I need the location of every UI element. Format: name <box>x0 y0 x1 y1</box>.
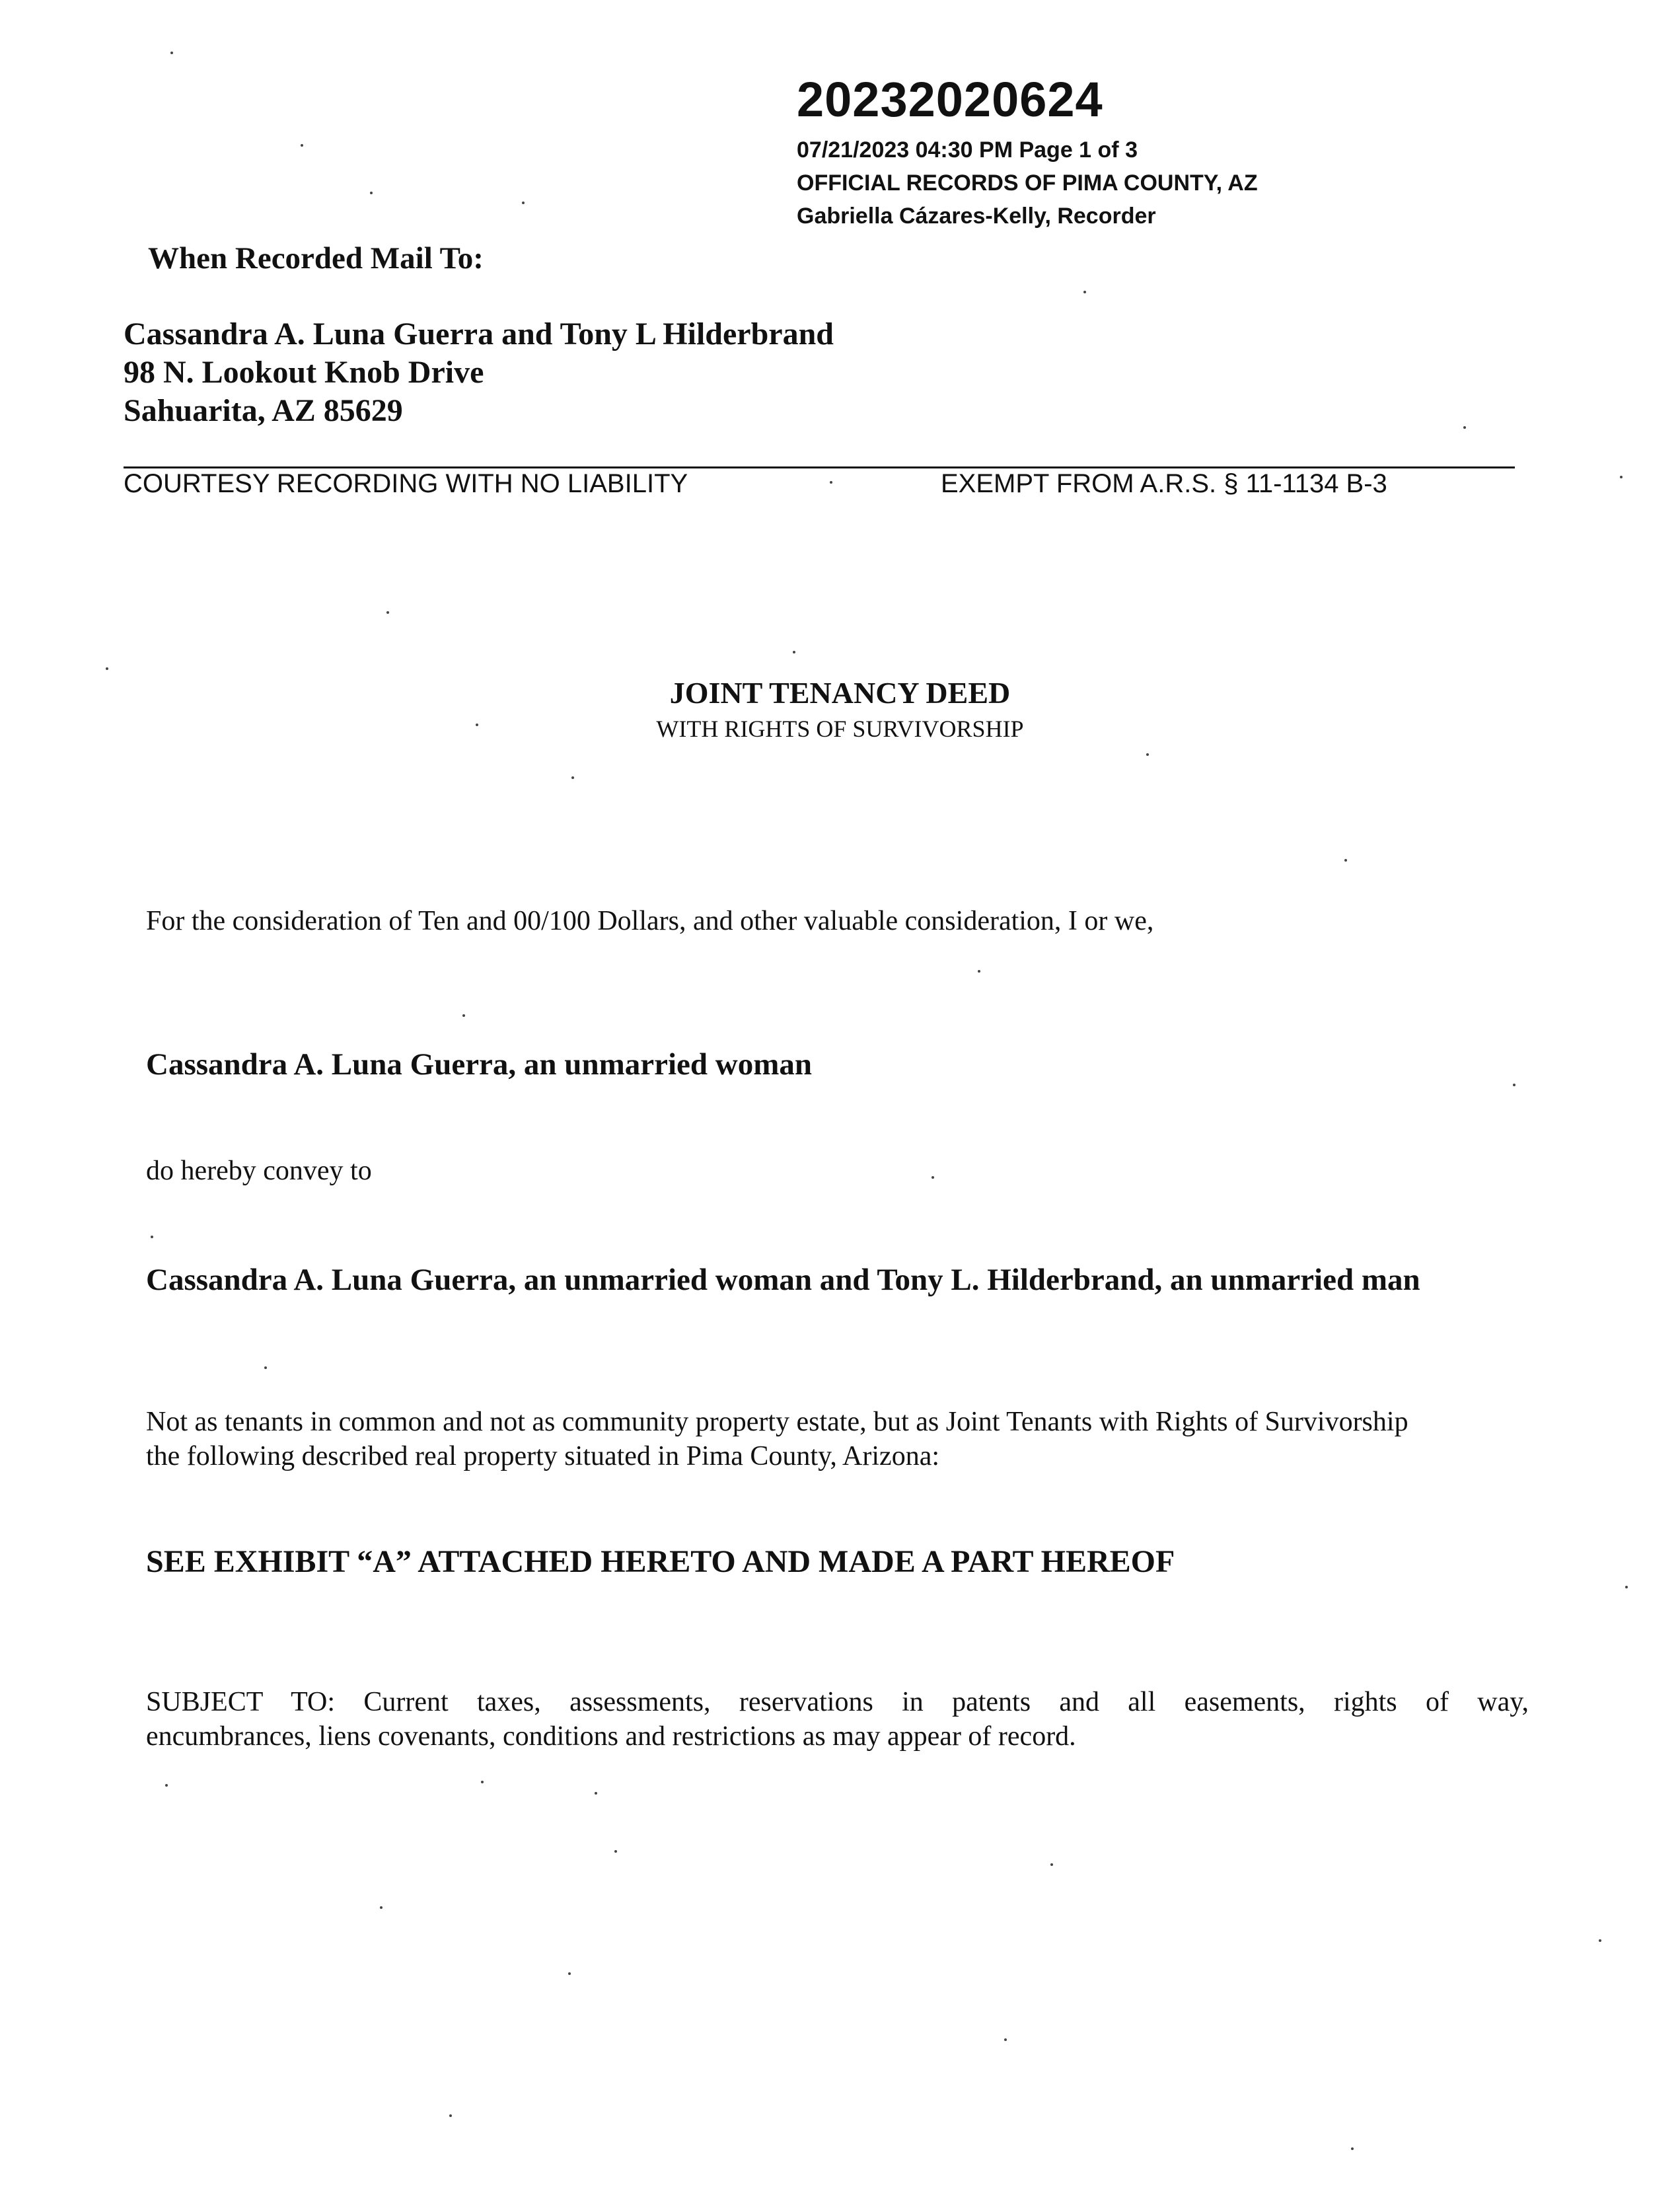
scan-speck <box>1625 1586 1628 1588</box>
tenancy-clause-line1: Not as tenants in common and not as community property estate, but as Joint Tenants with Rights of Survivorship <box>146 1407 1408 1437</box>
recording-number: 20232020624 <box>797 72 1103 127</box>
scan-speck <box>165 1784 168 1787</box>
scan-speck <box>106 667 108 670</box>
scan-speck <box>1351 2147 1354 2150</box>
scan-speck <box>370 192 373 194</box>
scan-speck <box>1146 753 1149 756</box>
scan-speck <box>595 1792 597 1795</box>
recording-office: OFFICIAL RECORDS OF PIMA COUNTY, AZ <box>797 170 1258 196</box>
mail-to-name: Cassandra A. Luna Guerra and Tony L Hilderbrand <box>124 316 834 352</box>
scan-speck <box>151 1236 153 1238</box>
scan-speck <box>1004 2038 1007 2041</box>
deed-title: JOINT TENANCY DEED <box>669 676 1011 710</box>
scan-speck <box>481 1781 484 1783</box>
grantee-names: Cassandra A. Luna Guerra, an unmarried woman and Tony L. Hilderbrand, an unmarried man <box>146 1263 1420 1297</box>
scan-speck <box>931 1176 934 1179</box>
scan-speck <box>568 1972 571 1975</box>
scan-speck <box>386 611 389 614</box>
mail-to-street: 98 N. Lookout Knob Drive <box>124 355 484 390</box>
scan-speck <box>571 776 574 779</box>
scan-speck <box>380 1906 383 1909</box>
consideration-clause: For the consideration of Ten and 00/100 Dollars, and other valuable consideration, I or we, <box>146 906 1154 936</box>
scan-speck <box>1513 1084 1516 1086</box>
scan-speck <box>830 481 832 484</box>
courtesy-recording-notice: COURTESY RECORDING WITH NO LIABILITY <box>124 469 688 498</box>
exemption-notice: EXEMPT FROM A.R.S. § 11-1134 B-3 <box>941 469 1387 498</box>
recording-date-page: 07/21/2023 04:30 PM Page 1 of 3 <box>797 137 1138 163</box>
scan-speck <box>793 651 795 653</box>
conveyance-clause: do hereby convey to <box>146 1156 372 1186</box>
tenancy-clause-line2: the following described real property situated in Pima County, Arizona: <box>146 1441 939 1471</box>
subject-to-clause-line1: SUBJECT TO: Current taxes, assessments, reservations in patents and all easements, rights of way, <box>146 1687 1529 1717</box>
scan-speck <box>1620 476 1623 478</box>
header-rule <box>124 466 1515 468</box>
scan-speck <box>614 1850 617 1853</box>
scan-speck <box>264 1366 267 1369</box>
scan-speck <box>462 1014 465 1017</box>
subject-to-clause-line2: encumbrances, liens covenants, conditions and restrictions as may appear of record. <box>146 1721 1076 1752</box>
scan-speck <box>1083 291 1086 293</box>
scan-speck <box>301 144 303 147</box>
exhibit-reference: SEE EXHIBIT “A” ATTACHED HERETO AND MADE A PART HEREOF <box>146 1544 1175 1579</box>
scan-speck <box>522 202 525 204</box>
scan-speck <box>170 52 173 54</box>
scan-speck <box>1463 426 1466 429</box>
grantor-name: Cassandra A. Luna Guerra, an unmarried woman <box>146 1047 812 1082</box>
scan-speck <box>1050 1863 1053 1866</box>
scan-speck <box>1599 1939 1601 1942</box>
deed-subtitle: WITH RIGHTS OF SURVIVORSHIP <box>656 716 1024 742</box>
mail-to-city: Sahuarita, AZ 85629 <box>124 393 403 428</box>
scan-speck <box>476 724 478 726</box>
mail-to-label: When Recorded Mail To: <box>148 241 484 276</box>
scan-speck <box>1344 859 1347 862</box>
scan-speck <box>978 970 980 973</box>
scan-speck <box>449 2114 452 2117</box>
recorder-name: Gabriella Cázares-Kelly, Recorder <box>797 204 1156 229</box>
